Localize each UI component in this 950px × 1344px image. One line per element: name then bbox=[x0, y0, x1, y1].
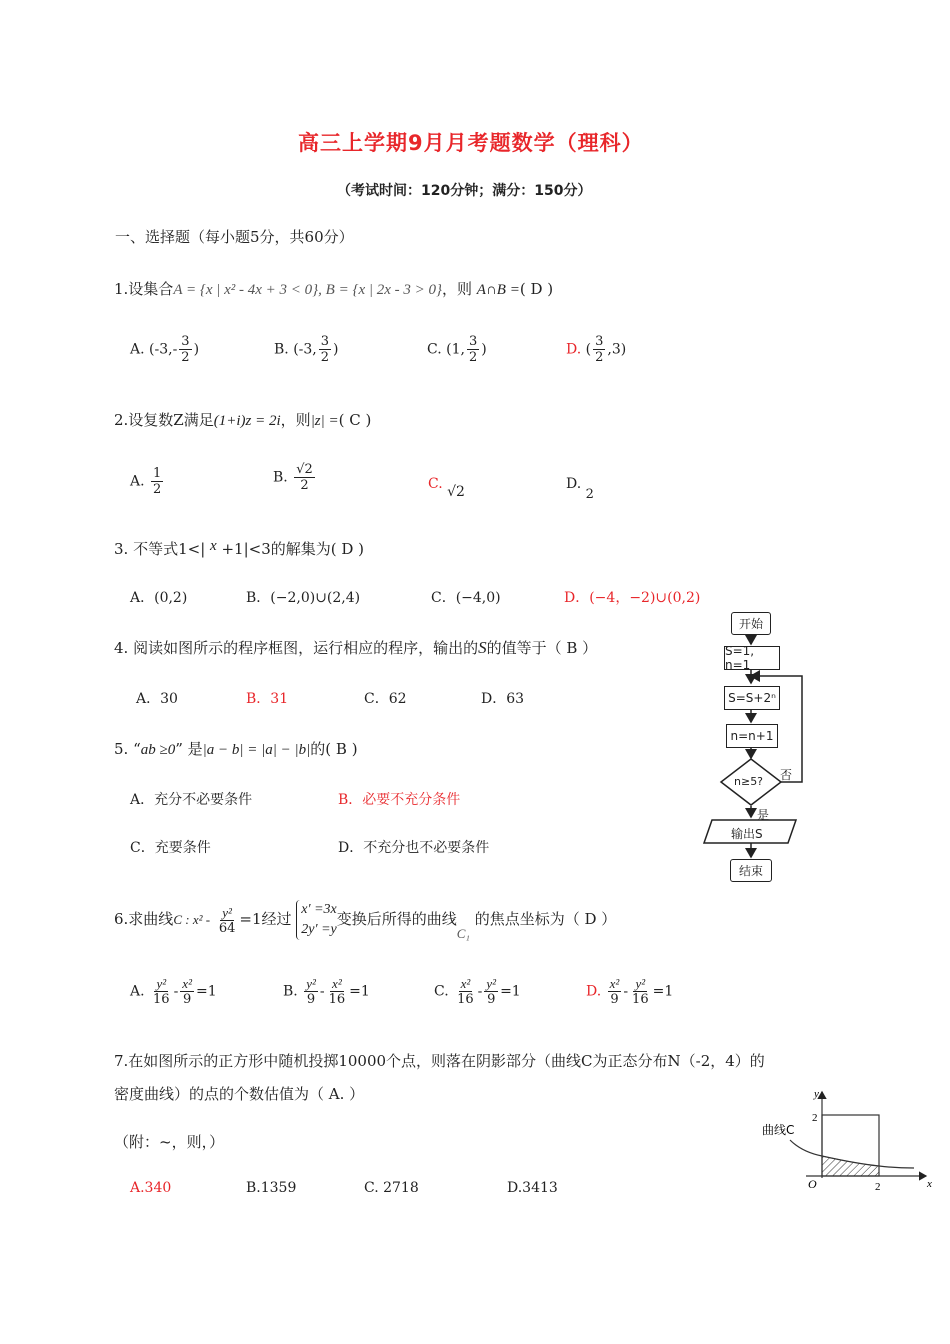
q2-option-d: D. 2 bbox=[566, 476, 594, 502]
q7-option-c: C. 2718 bbox=[364, 1180, 419, 1196]
q7-option-d: D.3413 bbox=[507, 1180, 558, 1196]
q3-option-b: B．(−2,0)∪(2,4) bbox=[246, 590, 361, 606]
graph-y-tick: 2 bbox=[812, 1112, 818, 1124]
graph-x-label: x bbox=[927, 1178, 932, 1190]
question-7-note: （附：~，则，） bbox=[114, 1133, 225, 1151]
flow-no: 否 bbox=[780, 768, 793, 782]
q6-option-d: D. $\frac{\text{x²}}{9}$ - $\frac{\text{y²}}{16}$ =1 bbox=[586, 976, 674, 1007]
q5-option-c: C．充要条件 bbox=[130, 840, 211, 856]
q4-option-d: D．63 bbox=[481, 691, 525, 707]
question-1: 1.设集合A = {x | x² - 4x + 3 < 0}, B = {x | 2x - 3 > 0}，则 A∩B =( D ) bbox=[114, 280, 554, 298]
flow-increment: n=n+1 bbox=[726, 724, 778, 748]
flow-start: 开始 bbox=[731, 612, 771, 635]
graph-y-label: y bbox=[814, 1088, 819, 1100]
q6-option-b: B. $\frac{\text{y²}}{9}$ - $\frac{\text{x²}}{16}$ =1 bbox=[283, 976, 370, 1007]
question-3: 3. 不等式1<| x +1|<3的解集为( D ) bbox=[114, 538, 365, 558]
q3-option-d: D．(−4，−2)∪(0,2) bbox=[564, 590, 701, 606]
question-7-line-1: 7.在如图所示的正方形中随机投掷10000个点，则落在阴影部分（曲线C为正态分布N（-2，4）的 bbox=[114, 1052, 765, 1070]
graph-x-tick: 2 bbox=[875, 1181, 881, 1193]
question-2: 2.设复数Z满足(1+i)z = 2i，则|z| =( C ) bbox=[114, 411, 372, 429]
q2-option-b: B. $\frac{√2}{2}$ bbox=[273, 462, 313, 493]
q1-option-a: A. (-3,- $\frac{3}{2}$ ) bbox=[130, 334, 200, 365]
q2-option-a: A. $\frac{1}{2}$ bbox=[130, 466, 162, 497]
flow-end: 结束 bbox=[730, 859, 772, 882]
q3-option-c: C．(−4,0) bbox=[431, 590, 501, 606]
graph-curve-label: 曲线C bbox=[762, 1123, 795, 1137]
q2-option-c: C. √2 bbox=[428, 476, 465, 500]
question-7-line-2: 密度曲线）的点的个数估值为（ A. ） bbox=[114, 1085, 365, 1103]
q1-option-c: C. (1, $\frac{3}{2}$ ) bbox=[427, 334, 487, 365]
q1-option-b: B. (-3, $\frac{3}{2}$ ) bbox=[274, 334, 339, 365]
q5-option-b: B．必要不充分条件 bbox=[338, 792, 461, 808]
section-heading: 一、选择题（每小题5分，共60分） bbox=[115, 228, 354, 246]
q4-option-c: C．62 bbox=[364, 691, 407, 707]
flow-condition: n≥5? bbox=[734, 775, 764, 788]
q4-option-a: A．30 bbox=[136, 691, 178, 707]
question-4: 4. 阅读如图所示的程序框图，运行相应的程序，输出的S的值等于（ B ） bbox=[114, 638, 598, 657]
q7-option-a: A.340 bbox=[130, 1180, 172, 1196]
q6-option-c: C. $\frac{\text{x²}}{16}$ - $\frac{\text{y²}}{9}$ =1 bbox=[434, 976, 521, 1007]
exam-info: （考试时间：120分钟；满分：150分） bbox=[337, 183, 592, 199]
q3-option-a: A．(0,2) bbox=[130, 590, 188, 606]
q5-option-d: D．不充分也不必要条件 bbox=[338, 840, 490, 856]
shaded-region bbox=[822, 1156, 879, 1176]
flow-yes: 是 bbox=[757, 808, 770, 822]
flow-output: 输出S bbox=[731, 827, 763, 841]
question-6: 6.求曲线C : x² - $\frac{\text{y²}}{64}$ =1经过 x′ =3x 2y′ =y 变换后所得的曲线C₁ 的焦点坐标为（ D ） bbox=[114, 902, 617, 941]
q1-option-d: D. ( $\frac{3}{2}$ ,3) bbox=[566, 334, 627, 365]
flow-init: S=1, n=1 bbox=[724, 646, 780, 670]
q5-option-a: A．充分不必要条件 bbox=[130, 792, 253, 808]
q4-option-b: B．31 bbox=[246, 691, 289, 707]
question-5: 5. “ab ≥0” 是|a − b| = |a| − |b|的( B ) bbox=[114, 740, 358, 758]
graph-origin: O bbox=[808, 1177, 817, 1191]
flow-update: S=S+2ⁿ bbox=[724, 686, 780, 710]
q7-option-b: B.1359 bbox=[246, 1180, 297, 1196]
page-title: 高三上学期9月月考题数学（理科） bbox=[298, 131, 644, 155]
transform-system: x′ =3x 2y′ =y bbox=[296, 900, 336, 940]
q6-option-a: A. $\frac{\text{y²}}{16}$ - $\frac{\text{x²}}{9}$ =1 bbox=[130, 976, 217, 1007]
